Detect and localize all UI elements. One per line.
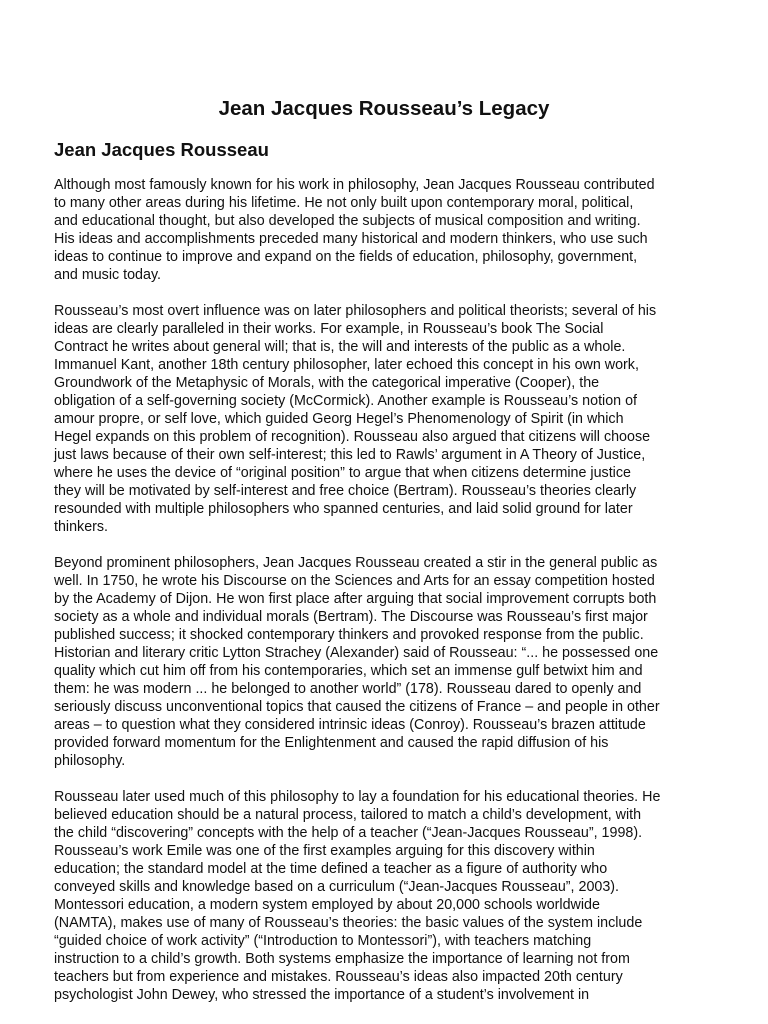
text-line: believed education should be a natural process, tailored to match a child’s development, with	[54, 807, 642, 823]
text-line: Rousseau’s most overt influence was on later philosophers and political theorists; several of his	[54, 303, 657, 319]
text-line: Rousseau later used much of this philosophy to lay a foundation for his educational theories. He	[54, 789, 661, 805]
text-line: psychologist John Dewey, who stressed the importance of a student’s involvement in	[54, 987, 590, 1003]
text-line: published success; it shocked contemporary thinkers and provoked response from the public.	[54, 627, 644, 643]
text-line: to many other areas during his lifetime. He not only built upon contemporary moral, political,	[54, 195, 634, 211]
text-line: obligation of a self-governing society (McCormick). Another example is Rousseau’s notion of	[54, 393, 638, 409]
text-line: philosophy.	[54, 753, 126, 769]
text-line: Groundwork of the Metaphysic of Morals, with the categorical imperative (Cooper), the	[54, 375, 600, 391]
text-line: by the Academy of Dijon. He won first place after arguing that social improvement corrupts both	[54, 591, 657, 607]
document-title: Jean Jacques Rousseau’s Legacy	[218, 97, 550, 120]
text-line: seriously discuss unconventional topics that caused the citizens of France – and people in other	[54, 699, 660, 715]
text-line: and music today.	[54, 267, 162, 283]
text-line: well. In 1750, he wrote his Discourse on the Sciences and Arts for an essay competition hosted	[54, 573, 655, 589]
text-line: (NAMTA), makes use of many of Rousseau’s theories: the basic values of the system include	[54, 915, 643, 931]
body-paragraph	[54, 554, 720, 770]
text-line: quality which cut him off from his contemporaries, which set an immense gulf betwixt him and	[54, 663, 643, 679]
text-line: Historian and literary critic Lytton Strachey (Alexander) said of Rousseau: “... he possessed one	[54, 645, 659, 661]
text-line: “guided choice of work activity” (“Introduction to Montessori”), with teachers matching	[54, 933, 592, 949]
text-line: education; the standard model at the time defined a teacher as a figure of authority who	[54, 861, 608, 877]
text-line: where he uses the device of “original position” to argue that when citizens determine justice	[54, 465, 631, 481]
text-line: Although most famously known for his work in philosophy, Jean Jacques Rousseau contributed	[54, 177, 655, 193]
text-line: Rousseau’s work Emile was one of the first examples arguing for this discovery within	[54, 843, 595, 859]
text-line: Hegel expands on this problem of recognition). Rousseau also argued that citizens will choose	[54, 429, 651, 445]
text-line: ideas are clearly paralleled in their works. For example, in Rousseau’s book The Social	[54, 321, 604, 337]
text-line: Contract he writes about general will; that is, the will and interests of the public as a whole.	[54, 339, 626, 355]
text-line: conveyed skills and knowledge based on a curriculum (“Jean-Jacques Rousseau”, 2003).	[54, 879, 620, 895]
text-line: the child “discovering” concepts with the help of a teacher (“Jean-Jacques Rousseau”, 1998).	[54, 825, 643, 841]
text-line: Beyond prominent philosophers, Jean Jacques Rousseau created a stir in the general public as	[54, 555, 658, 571]
body-paragraph	[54, 788, 720, 1004]
text-line: provided forward momentum for the Enlightenment and caused the rapid diffusion of his	[54, 735, 609, 751]
body-paragraph	[54, 302, 720, 536]
text-line: them: he was modern ... he belonged to another world” (178). Rousseau dared to openly and	[54, 681, 642, 697]
document-body	[54, 176, 720, 1022]
text-line: they will be motivated by self-interest and free choice (Bertram). Rousseau’s theories clearly	[54, 483, 637, 499]
text-line: amour propre, or self love, which guided Georg Hegel’s Phenomenology of Spirit (in which	[54, 411, 624, 427]
text-line: instruction to a child’s growth. Both systems emphasize the importance of learning not from	[54, 951, 630, 967]
text-line: areas – to question what they considered intrinsic ideas (Conroy). Rousseau’s brazen attitude	[54, 717, 646, 733]
text-line: just laws because of their own self-interest; this led to Rawls’ argument in A Theory of Justice,	[54, 447, 646, 463]
text-line: His ideas and accomplishments preceded many historical and modern thinkers, who use such	[54, 231, 648, 247]
text-line: resounded with multiple philosophers who spanned centuries, and laid solid ground for later	[54, 501, 633, 517]
text-line: teachers but from experience and mistakes. Rousseau’s ideas also impacted 20th century	[54, 969, 623, 985]
text-line: society as a whole and individual morals (Bertram). The Discourse was Rousseau’s first major	[54, 609, 648, 625]
text-line: Immanuel Kant, another 18th century philosopher, later echoed this concept in his own work,	[54, 357, 639, 373]
text-line: thinkers.	[54, 519, 109, 535]
text-line: Montessori education, a modern system employed by about 20,000 schools worldwide	[54, 897, 600, 913]
body-paragraph	[54, 176, 720, 284]
text-line: ideas to continue to improve and expand on the fields of education, philosophy, government,	[54, 249, 638, 265]
text-line: and educational thought, but also developed the subjects of musical composition and writing.	[54, 213, 641, 229]
section-heading: Jean Jacques Rousseau	[54, 139, 269, 160]
